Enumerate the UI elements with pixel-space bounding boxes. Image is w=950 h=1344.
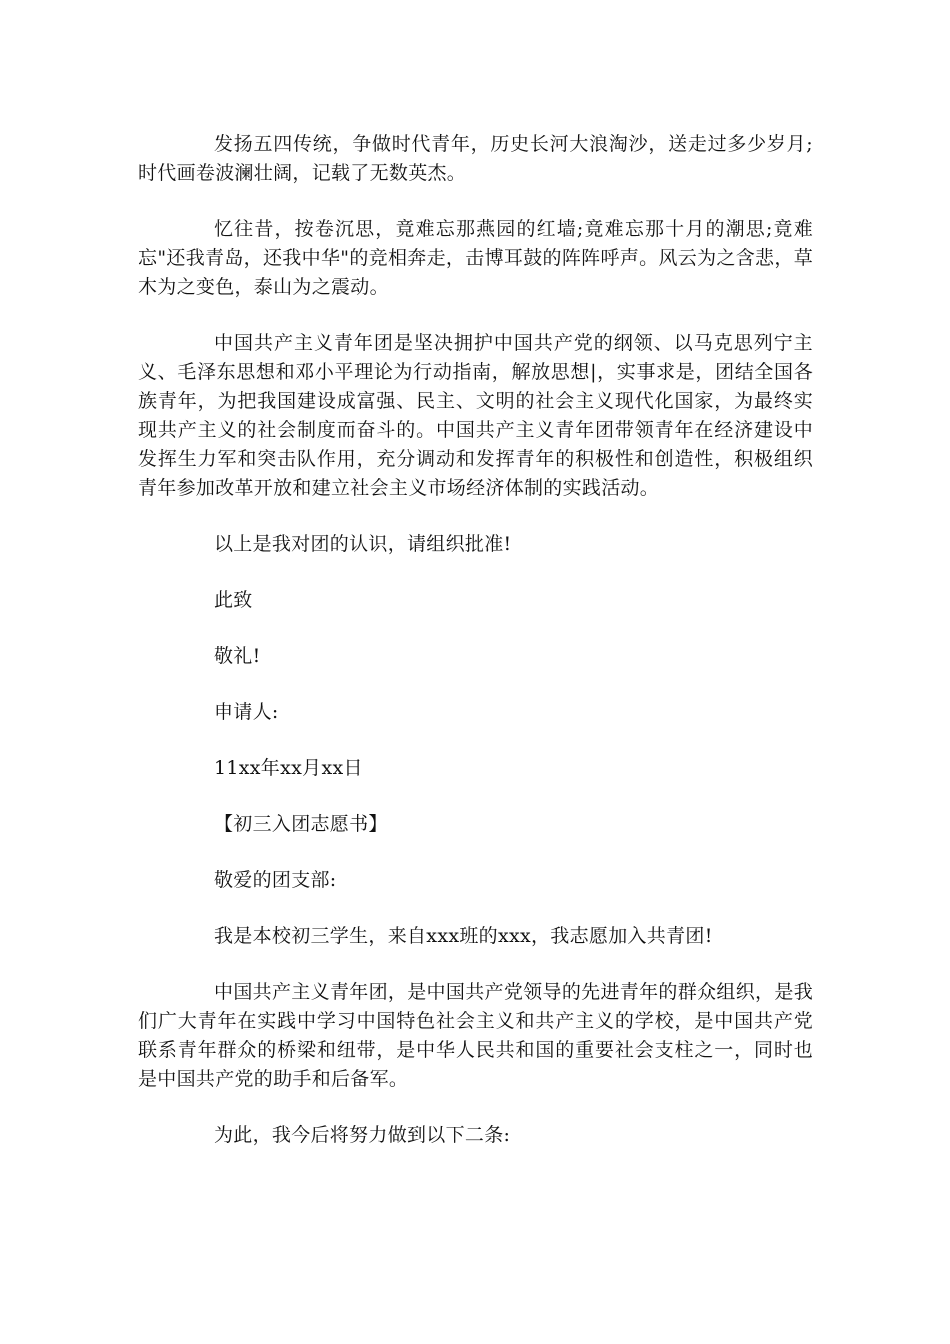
paragraph-league-role: 中国共产主义青年团，是中国共产党领导的先进青年的群众组织，是我们广大青年在实践中学习中国特色社会主义和共产主义的学校，是中国共产党联系青年群众的桥梁和纽带，是中华人民共和国的重要社会支柱之一，同时也是中国共产党的助手和后备军。 — [138, 981, 813, 1090]
paragraph-commitments: 为此，我今后将努力做到以下二条: — [214, 1124, 511, 1146]
applicant-label: 申请人: — [214, 701, 279, 723]
paragraph-recall-past: 忆往昔，按卷沉思，竟难忘那燕园的红墙;竟难忘那十月的潮思;竟难忘"还我青岛，还我中华"的竞相奔走，击博耳鼓的阵阵呼声。风云为之含悲，草木为之变色，泰山为之震动。 — [138, 218, 813, 298]
paragraph-league-definition: 中国共产主义青年团是坚决拥护中国共产党的纲领、以马克思列宁主义、毛泽东思想和邓小平理论为行动指南，解放思想|，实事求是，团结全国各族青年，为把我国建设成富强、民主、文明的社会主义现代化国家，为最终实现共产主义的社会制度而奋斗的。中国共产主义青年团带领青年在经济建设中发挥生力军和突击队作用，充分调动和发挥青年的积极性和创造性，积极组织青年参加改革开放和建立社会主义市场经济体制的实践活动。 — [138, 332, 813, 499]
document-body — [138, 130, 813, 1150]
salutation: 敬爱的团支部: — [214, 869, 337, 891]
paragraph-request-approval: 以上是我对团的认识，请组织批准! — [214, 533, 512, 555]
closing-jingli: 敬礼! — [214, 645, 261, 667]
section-title: 【初三入团志愿书】 — [214, 813, 388, 835]
paragraph-may-fourth: 发扬五四传统，争做时代青年，历史长河大浪淘沙，送走过多少岁月;时代画卷波澜壮阔，记载了无数英杰。 — [138, 133, 813, 184]
paragraph-self-intro: 我是本校初三学生，来自xxx班的xxx，我志愿加入共青团! — [214, 925, 713, 947]
closing-cizhi: 此致 — [214, 589, 253, 611]
date-line: 11xx年xx月xx日 — [214, 757, 363, 779]
